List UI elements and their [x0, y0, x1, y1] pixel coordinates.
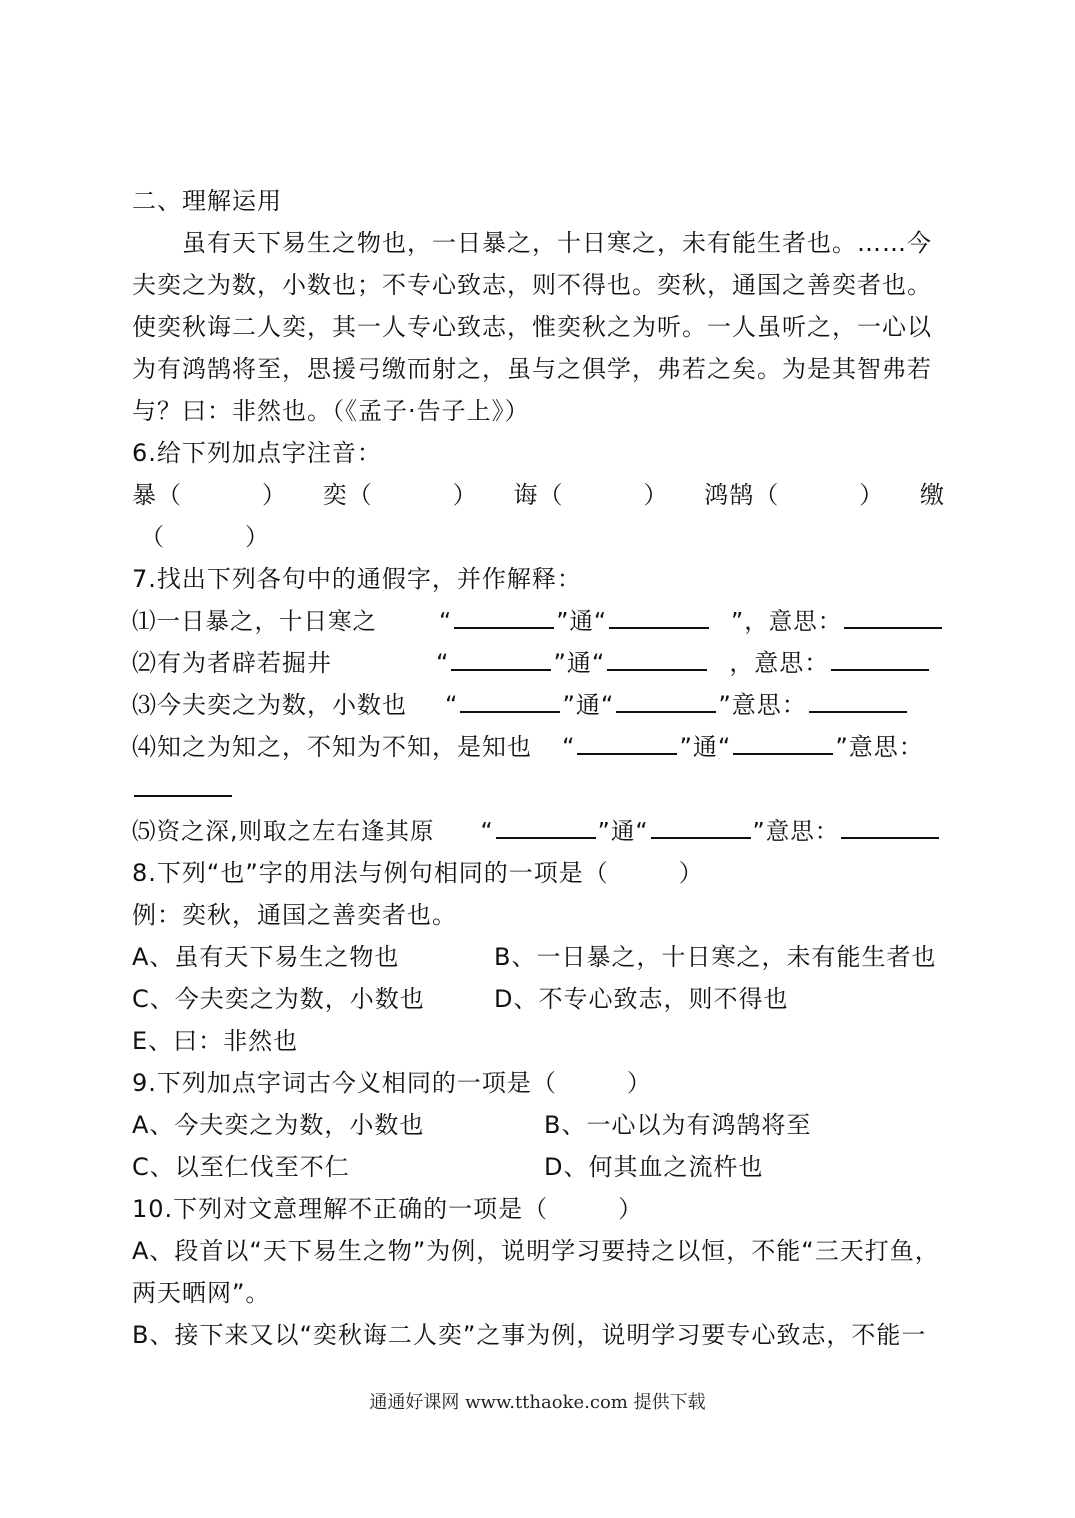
q9-stem-close: ）: [626, 1069, 652, 1097]
answer-blank[interactable]: [616, 685, 716, 713]
question-10-stem: [132, 1188, 945, 1230]
q7-item: [132, 726, 945, 768]
q6-item: ）: [643, 481, 669, 509]
option-b[interactable]: B、一日暴之，十日寒之，未有能生者也: [494, 943, 937, 971]
question-6-stem: 6.给下列加点字注音：: [132, 439, 382, 467]
q6-item: 暴（: [132, 481, 182, 509]
q7-item-continuation: [132, 768, 945, 810]
option-d[interactable]: D、不专心致志，则不得也: [494, 985, 789, 1013]
option-a[interactable]: A、今夫奕之为数，小数也: [132, 1111, 425, 1139]
passage-line: 虽有天下易生之物也，一日暴之，十日寒之，未有能生者也。……今: [182, 229, 932, 257]
question-7-stem: 7.找出下列各句中的通假字，并作解释：: [132, 565, 582, 593]
q7-tong: ”通“: [679, 733, 732, 761]
q7-quote: “: [439, 607, 453, 635]
q7-tong: ”通“: [553, 649, 606, 677]
q7-quote: “: [445, 691, 459, 719]
q7-sentence: ⑶今夫奕之为数，小数也: [132, 691, 407, 719]
q10-option-a-continuation: 两天晒网”。: [132, 1279, 271, 1307]
q7-tong: ”通“: [562, 691, 615, 719]
q10-option-a[interactable]: A、段首以“天下易生之物”为例，说明学习要持之以恒，不能“三天打鱼，: [132, 1237, 940, 1265]
q7-item: [132, 600, 945, 642]
passage-line: 使奕秋诲二人奕，其一人专心致志，惟奕秋之为听。一人虽听之，一心以: [132, 313, 932, 341]
q7-item: [132, 684, 945, 726]
q8-stem-close: ）: [678, 859, 704, 887]
q8-option-row: [132, 1020, 945, 1062]
q10-option-b[interactable]: B、接下来又以“奕秋诲二人奕”之事为例，说明学习要专心致志，不能一: [132, 1321, 927, 1349]
answer-blank[interactable]: [454, 601, 554, 629]
option-c[interactable]: C、今夫奕之为数，小数也: [132, 985, 425, 1013]
passage-line: 与？曰：非然也。（《孟子·告子上》）: [132, 397, 530, 425]
option-b[interactable]: B、一心以为有鸿鹄将至: [544, 1111, 812, 1139]
passage-line: 为有鸿鹄将至，思援弓缴而射之，虽与之俱学，弗若之矣。为是其智弗若: [132, 355, 932, 383]
answer-blank[interactable]: [809, 685, 907, 713]
q8-option-row: [132, 936, 945, 978]
question-6-items: [132, 474, 945, 516]
passage-line: 夫奕之为数，小数也；不专心致志，则不得也。奕秋，通国之善奕者也。: [132, 271, 932, 299]
question-8-stem: [132, 852, 945, 894]
answer-blank[interactable]: [841, 811, 939, 839]
answer-blank[interactable]: [733, 727, 833, 755]
q9-stem-text: 9.下列加点字词古今义相同的一项是（: [132, 1069, 557, 1097]
answer-blank[interactable]: [451, 643, 551, 671]
q7-sentence: ⑴一日暴之，十日寒之: [132, 607, 377, 635]
section-title: 二、理解运用: [132, 187, 282, 215]
q9-option-row: [132, 1146, 945, 1188]
q6-item: 诲（: [513, 481, 564, 509]
question-6-last: [132, 516, 945, 558]
answer-blank[interactable]: [831, 643, 929, 671]
q7-item: [132, 810, 945, 852]
q6-item: 缴: [920, 481, 945, 509]
option-e[interactable]: E、曰：非然也: [132, 1027, 299, 1055]
q8-option-row: [132, 978, 945, 1020]
option-d[interactable]: D、何其血之流杵也: [544, 1153, 764, 1181]
q7-quote: “: [480, 817, 494, 845]
q6-item: ）: [262, 481, 287, 509]
q6-item: ）: [859, 481, 885, 509]
q7-sentence: ⑷知之为知之，不知为不知，是知也: [132, 733, 532, 761]
q7-meaning-label: ”意思：: [718, 691, 807, 719]
q6-last-close: ）: [245, 523, 270, 551]
answer-blank[interactable]: [134, 769, 232, 797]
q7-sentence: ⑸资之深,则取之左右逢其原: [132, 817, 435, 845]
answer-blank[interactable]: [844, 601, 942, 629]
q7-quote: “: [562, 733, 576, 761]
q7-tong: ”通“: [556, 607, 608, 635]
answer-blank[interactable]: [651, 811, 751, 839]
q6-item: ）: [452, 481, 478, 509]
q10-stem-close: ）: [618, 1195, 644, 1223]
q7-sentence: ⑵有为者辟若掘井: [132, 649, 332, 677]
q6-item: 奕（: [322, 481, 373, 509]
q7-meaning-label: ”，意思：: [731, 607, 843, 635]
question-9-stem: [132, 1062, 945, 1104]
q7-meaning-label: ，意思：: [729, 649, 830, 677]
option-c[interactable]: C、以至仁伐至不仁: [132, 1153, 350, 1181]
answer-blank[interactable]: [577, 727, 677, 755]
q7-item: [132, 642, 945, 684]
q6-last-open: （: [140, 523, 165, 551]
question-8-example: 例：奕秋，通国之善奕者也。: [132, 901, 457, 929]
q7-quote: “: [436, 649, 450, 677]
q9-option-row: [132, 1104, 945, 1146]
answer-blank[interactable]: [609, 601, 709, 629]
q8-stem-text: 8.下列“也”字的用法与例句相同的一项是（: [132, 859, 609, 887]
page-footer: 通通好课网 www.tthaoke.com 提供下载: [369, 1392, 706, 1413]
q7-tong: ”通“: [597, 817, 649, 845]
q10-stem-text: 10.下列对文意理解不正确的一项是（: [132, 1195, 549, 1223]
option-a[interactable]: A、虽有天下易生之物也: [132, 943, 400, 971]
q7-meaning-label: ”意思：: [752, 817, 840, 845]
answer-blank[interactable]: [460, 685, 560, 713]
answer-blank[interactable]: [607, 643, 707, 671]
q6-item: 鸿鹄（: [704, 481, 780, 509]
answer-blank[interactable]: [496, 811, 596, 839]
q7-meaning-label: ”意思：: [835, 733, 924, 761]
